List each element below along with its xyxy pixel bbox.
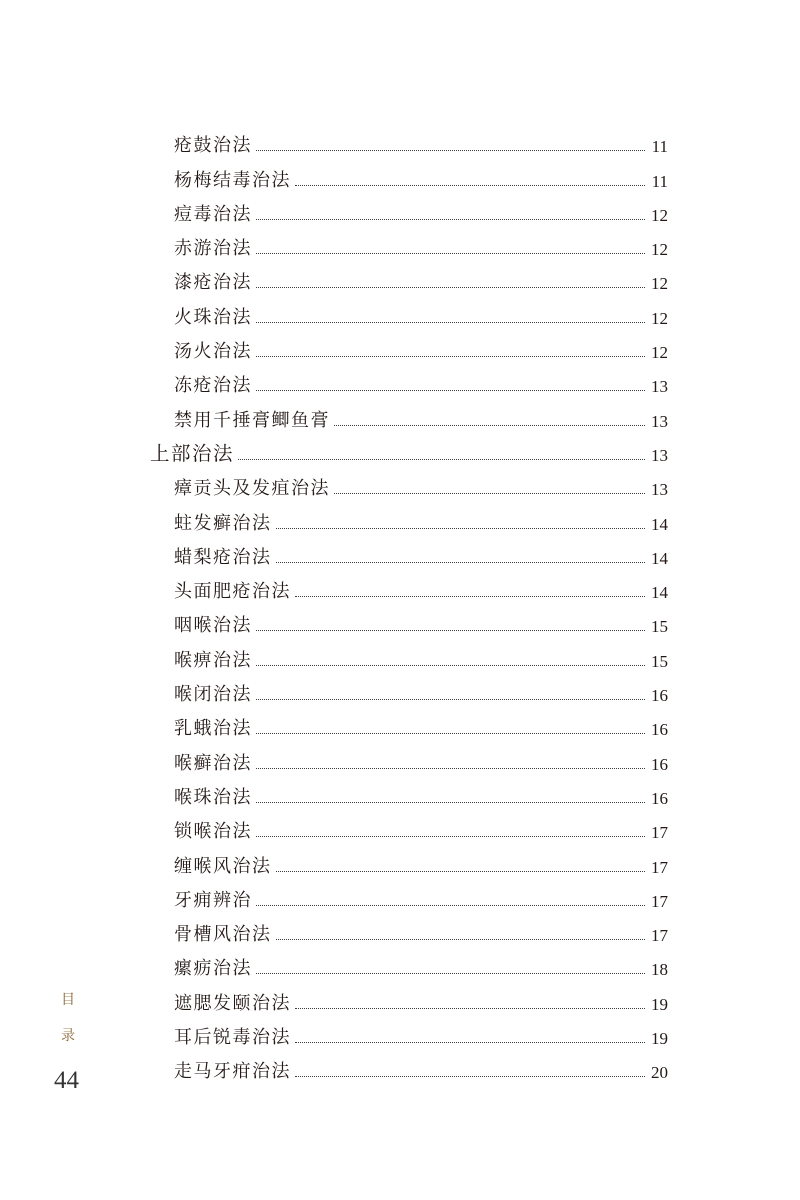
- page-number: 44: [54, 1067, 79, 1094]
- toc-entry-title: 头面肥疮治法: [174, 581, 291, 603]
- toc-entry: [150, 606, 670, 640]
- dot-leader: [256, 630, 645, 631]
- toc-entry-page: 12: [651, 240, 668, 260]
- toc-entry-title: 禁用千捶膏鲫鱼膏: [174, 409, 330, 431]
- toc-entry-page: 12: [651, 308, 668, 328]
- toc-entry-title: 漆疮治法: [174, 272, 252, 294]
- toc-entry-page: 18: [651, 960, 668, 980]
- toc-entry: [150, 332, 670, 366]
- toc-entry: [150, 263, 670, 297]
- toc-entry: [150, 229, 670, 263]
- toc-entry-title: 杨梅结毒治法: [174, 169, 291, 191]
- toc-entry-page: 19: [651, 994, 668, 1014]
- toc-entry: [150, 1018, 670, 1052]
- toc-entry-title: 喉癣治法: [174, 752, 252, 774]
- toc-entry-title: 锁喉治法: [174, 821, 252, 843]
- dot-leader: [334, 425, 645, 426]
- dot-leader: [256, 322, 645, 323]
- toc-entry-page: 11: [651, 137, 668, 157]
- dot-leader: [238, 459, 645, 460]
- toc-entry-title: 耳后锐毒治法: [174, 1027, 291, 1049]
- toc-entry: [150, 1052, 670, 1086]
- toc-entry-title: 冻疮治法: [174, 375, 252, 397]
- toc-entry-title: 咽喉治法: [174, 615, 252, 637]
- table-of-contents: [150, 126, 670, 1086]
- toc-entry-page: 14: [651, 514, 668, 534]
- dot-leader: [295, 1076, 645, 1077]
- toc-entry-page: 15: [651, 651, 668, 671]
- dot-leader: [276, 871, 646, 872]
- toc-entry-page: 13: [651, 411, 668, 431]
- toc-entry: [150, 469, 670, 503]
- toc-entry-title: 赤游治法: [174, 238, 252, 260]
- toc-entry: [150, 778, 670, 812]
- toc-entry-page: 19: [651, 1029, 668, 1049]
- dot-leader: [256, 287, 645, 288]
- toc-entry-title: 痘毒治法: [174, 203, 252, 225]
- toc-entry: [150, 126, 670, 160]
- dot-leader: [276, 562, 646, 563]
- toc-entry: [150, 915, 670, 949]
- toc-entry-title: 火珠治法: [174, 306, 252, 328]
- dot-leader: [256, 150, 645, 151]
- toc-entry-page: 12: [651, 274, 668, 294]
- toc-entry-page: 13: [651, 377, 668, 397]
- toc-entry-title: 蜡梨疮治法: [174, 546, 272, 568]
- toc-entry-title: 瘰疬治法: [174, 958, 252, 980]
- toc-entry-page: 17: [651, 891, 668, 911]
- dot-leader: [256, 905, 645, 906]
- toc-entry-title: 喉痹治法: [174, 649, 252, 671]
- toc-entry-title: 牙痈辨治: [174, 889, 252, 911]
- toc-entry-title: 瘴贡头及发疽治法: [174, 478, 330, 500]
- toc-entry: [150, 949, 670, 983]
- toc-entry: [150, 160, 670, 194]
- dot-leader: [256, 973, 645, 974]
- dot-leader: [295, 596, 645, 597]
- dot-leader: [256, 768, 645, 769]
- dot-leader: [295, 1008, 645, 1009]
- toc-entry-title: 走马牙疳治法: [174, 1061, 291, 1083]
- toc-entry-page: 17: [651, 857, 668, 877]
- dot-leader: [276, 939, 646, 940]
- toc-entry-page: 11: [651, 171, 668, 191]
- toc-entry-page: 13: [651, 480, 668, 500]
- dot-leader: [256, 253, 645, 254]
- toc-entry-page: 17: [651, 926, 668, 946]
- dot-leader: [256, 699, 645, 700]
- dot-leader: [256, 733, 645, 734]
- toc-entry-page: 14: [651, 548, 668, 568]
- toc-entry: [150, 709, 670, 743]
- toc-entry: [150, 846, 670, 880]
- dot-leader: [256, 390, 645, 391]
- toc-entry: [150, 983, 670, 1017]
- toc-entry-title: 上部治法: [150, 442, 235, 466]
- toc-entry-title: 骨槽风治法: [174, 924, 272, 946]
- toc-entry: [150, 297, 670, 331]
- dot-leader: [256, 836, 645, 837]
- dot-leader: [256, 665, 645, 666]
- toc-entry-page: 16: [651, 754, 668, 774]
- toc-entry: [150, 572, 670, 606]
- dot-leader: [256, 802, 645, 803]
- toc-entry-title: 蛀发癣治法: [174, 512, 272, 534]
- toc-entry-page: 16: [651, 686, 668, 706]
- toc-entry-title: 疮鼓治法: [174, 135, 252, 157]
- toc-entry: [150, 400, 670, 434]
- toc-section-heading: [150, 435, 670, 469]
- dot-leader: [276, 528, 646, 529]
- toc-entry-title: 喉珠治法: [174, 786, 252, 808]
- toc-entry-page: 14: [651, 583, 668, 603]
- toc-entry-title: 乳蛾治法: [174, 718, 252, 740]
- toc-entry: [150, 538, 670, 572]
- dot-leader: [256, 356, 645, 357]
- toc-entry: [150, 503, 670, 537]
- toc-entry: [150, 640, 670, 674]
- toc-entry-page: 20: [651, 1063, 668, 1083]
- section-label-char-2: 录: [61, 1028, 75, 1044]
- toc-entry-title: 遮腮发颐治法: [174, 992, 291, 1014]
- toc-entry: [150, 675, 670, 709]
- dot-leader: [334, 493, 645, 494]
- toc-entry-page: 13: [651, 445, 668, 465]
- dot-leader: [295, 1042, 645, 1043]
- dot-leader: [295, 185, 645, 186]
- toc-entry-title: 喉闭治法: [174, 684, 252, 706]
- toc-entry: [150, 743, 670, 777]
- toc-entry-page: 16: [651, 788, 668, 808]
- toc-entry-page: 16: [651, 720, 668, 740]
- toc-entry: [150, 812, 670, 846]
- toc-entry-page: 12: [651, 205, 668, 225]
- toc-entry-page: 15: [651, 617, 668, 637]
- toc-entry-title: 缠喉风治法: [174, 855, 272, 877]
- toc-entry: [150, 366, 670, 400]
- toc-entry-page: 12: [651, 343, 668, 363]
- toc-entry: [150, 195, 670, 229]
- dot-leader: [256, 219, 645, 220]
- toc-entry-page: 17: [651, 823, 668, 843]
- section-label-char-1: 目: [61, 992, 75, 1008]
- toc-entry: [150, 881, 670, 915]
- toc-entry-title: 汤火治法: [174, 341, 252, 363]
